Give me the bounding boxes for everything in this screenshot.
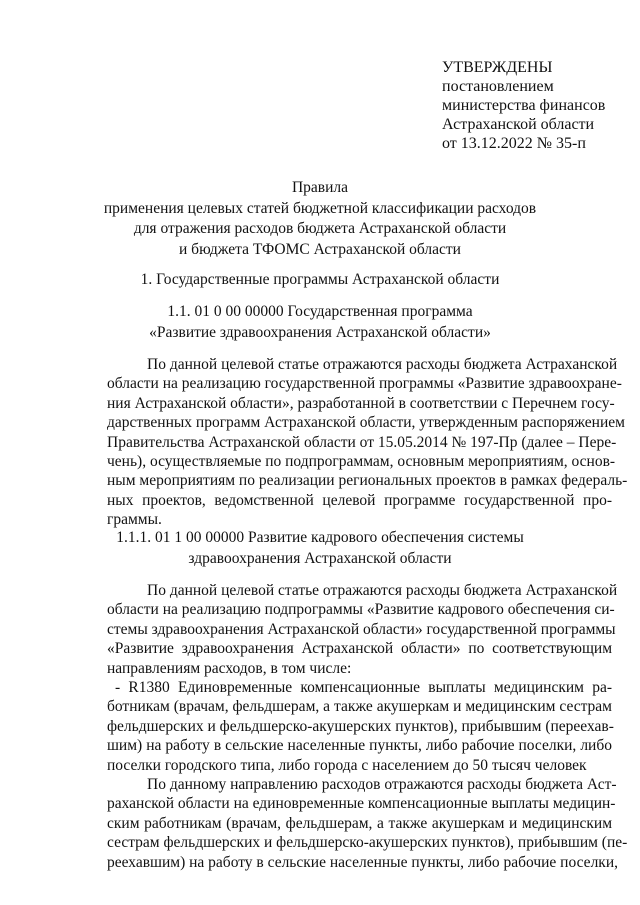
section-1-1-heading — [0, 302, 640, 343]
paragraph-line: области на реализацию государственной программы «Развитие здравоохране- — [107, 375, 622, 393]
paragraph-line: раханской области на единовременные компенсационные выплаты медицин- — [107, 795, 616, 813]
title-line: и бюджета ТФОМС Астраханской области — [179, 240, 461, 258]
section-heading-text: 1.1. 01 0 00 00000 Государственная программа — [167, 303, 473, 320]
approval-line: постановлением — [442, 78, 554, 95]
list-item-line: фельдшерских и фельдшерско-акушерских пунктов), прибывшим (переехав- — [107, 717, 614, 735]
document-title — [0, 178, 640, 260]
paragraph-line: сестрам фельдшерских и фельдшерско-акушерских пунктов), прибывшим (пе- — [107, 834, 628, 852]
paragraph-line: области на реализацию подпрограммы «Развитие кадрового обеспечения си- — [107, 601, 615, 619]
paragraph-line: «Развитие здравоохранения Астраханской области» по соответствующим — [107, 640, 612, 658]
section-1-1-paragraph — [107, 355, 628, 530]
paragraph-line: граммы. — [107, 511, 162, 529]
paragraph-line: стемы здравоохранения Астраханской области» государственной программы — [107, 620, 616, 638]
paragraph-line: дарственных программ Астраханской области, утвержденным распоряжением — [107, 414, 625, 432]
section-heading-text: 1.1.1. 01 1 00 00000 Развитие кадрового обеспечения системы — [116, 529, 524, 546]
paragraph-line: По данной целевой статье отражаются расходы бюджета Астраханской — [147, 356, 618, 373]
section-heading-text: 1. Государственные программы Астраханской области — [140, 271, 500, 288]
paragraph-line: ния Астраханской области», разработанной в соответствии с Перечнем госу- — [107, 394, 615, 412]
section-heading-text: «Развитие здравоохранения Астраханской области» — [149, 323, 491, 341]
list-item-line: шим) на работу в сельские населенные пункты, либо рабочие поселки, либо — [107, 737, 612, 755]
approval-line: министерства финансов — [442, 97, 606, 114]
paragraph-line: направлениям расходов, в том числе: — [107, 659, 352, 677]
approval-date: от 13.12.2022 № 35-п — [442, 135, 586, 152]
list-item-line: - R1380 Единовременные компенсационные выплаты медицинским ра- — [115, 679, 612, 697]
section-1-heading — [0, 270, 640, 291]
paragraph-line: реехавшим) на работу в сельские населенные пункты, либо рабочие поселки, — [107, 853, 619, 871]
approval-line: Астраханской области — [442, 116, 595, 133]
approval-stamp — [442, 58, 632, 153]
section-heading-text: здравоохранения Астраханской области — [188, 549, 452, 567]
paragraph-line: По данной целевой статье отражаются расходы бюджета Астраханской — [147, 582, 618, 599]
section-1-1-1-paragraph — [107, 581, 628, 872]
list-item-line: ботникам (врачам, фельдшерам, а также акушеркам и медицинским сестрам — [107, 698, 612, 716]
section-1-1-1-heading — [0, 528, 640, 569]
title-line: для отражения расходов бюджета Астраханской области — [133, 220, 507, 237]
paragraph-line: По данному направлению расходов отражаются расходы бюджета Аст- — [147, 776, 617, 794]
title-line: применения целевых статей бюджетной классификации расходов — [103, 199, 537, 217]
paragraph-line: ным мероприятиям по реализации региональных проектов в рамках федераль- — [107, 472, 628, 490]
paragraph-line: чень), осуществляемые по подпрограммам, основным мероприятиям, основ- — [107, 453, 616, 471]
title-line: Правила — [291, 179, 349, 196]
paragraph-line: Правительства Астраханской области от 15.05.2014 № 197-Пр (далее – Пере- — [107, 433, 617, 451]
paragraph-line: ных проектов, ведомственной целевой программе государственной про- — [107, 491, 612, 509]
list-item-line: поселки городского типа, либо города с населением до 50 тысяч человек — [107, 756, 587, 774]
paragraph-line: ским работникам (врачам, фельдшерам, а также акушеркам и медицинским — [107, 814, 612, 832]
approval-title: УТВЕРЖДЕНЫ — [442, 59, 553, 76]
